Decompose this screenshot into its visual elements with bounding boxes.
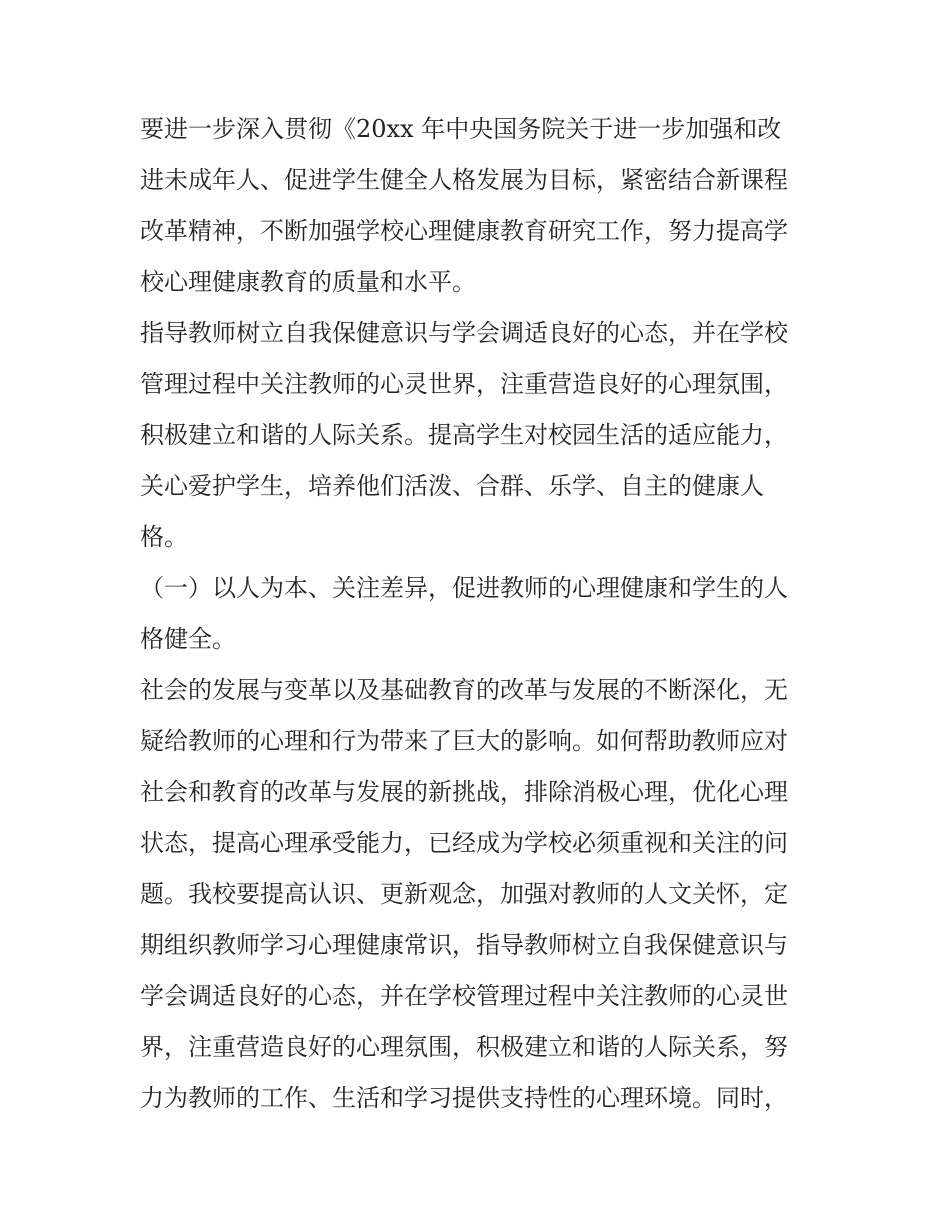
text-line: 社会和教育的改革与发展的新挑战，排除消极心理，优化心理 [140, 778, 788, 806]
text-line: 界，注重营造良好的心理氛围，积极建立和谐的人际关系，努 [140, 1033, 788, 1061]
text-line: 关心爱护学生，培养他们活泼、合群、乐学、自主的健康人 [140, 472, 764, 500]
text-line: 社会的发展与变革以及基础教育的改革与发展的不断深化，无 [140, 676, 788, 704]
text-line: 题。我校要提高认识、更新观念，加强对教师的人文关怀，定 [140, 880, 788, 908]
text-line: 期组织教师学习心理健康常识，指导教师树立自我保健意识与 [140, 931, 788, 959]
text-line: 力为教师的工作、生活和学习提供支持性的心理环境。同时， [140, 1084, 788, 1112]
text-line: 进未成年人、促进学生健全人格发展为目标，紧密结合新课程 [140, 166, 788, 194]
section-heading-line: （一）以人为本、关注差异，促进教师的心理健康和学生的人 [140, 574, 788, 602]
text-line: 改革精神，不断加强学校心理健康教育研究工作，努力提高学 [140, 217, 788, 245]
text-line: 指导教师树立自我保健意识与学会调适良好的心态，并在学校 [140, 319, 788, 347]
text-line: 要进一步深入贯彻《20xx 年中央国务院关于进一步加强和改 [140, 115, 782, 143]
text-line: 状态，提高心理承受能力，已经成为学校必须重视和关注的问 [140, 829, 788, 857]
text-line: 管理过程中关注教师的心灵世界，注重营造良好的心理氛围， [140, 370, 788, 398]
text-line: 疑给教师的心理和行为带来了巨大的影响。如何帮助教师应对 [140, 727, 788, 755]
text-line: 格。 [140, 523, 188, 551]
text-line: 校心理健康教育的质量和水平。 [140, 268, 476, 296]
text-line: 积极建立和谐的人际关系。提高学生对校园生活的适应能力， [140, 421, 788, 449]
section-heading-line: 格健全。 [140, 625, 236, 653]
document-body [140, 104, 820, 1124]
text-line: 学会调适良好的心态，并在学校管理过程中关注教师的心灵世 [140, 982, 788, 1010]
